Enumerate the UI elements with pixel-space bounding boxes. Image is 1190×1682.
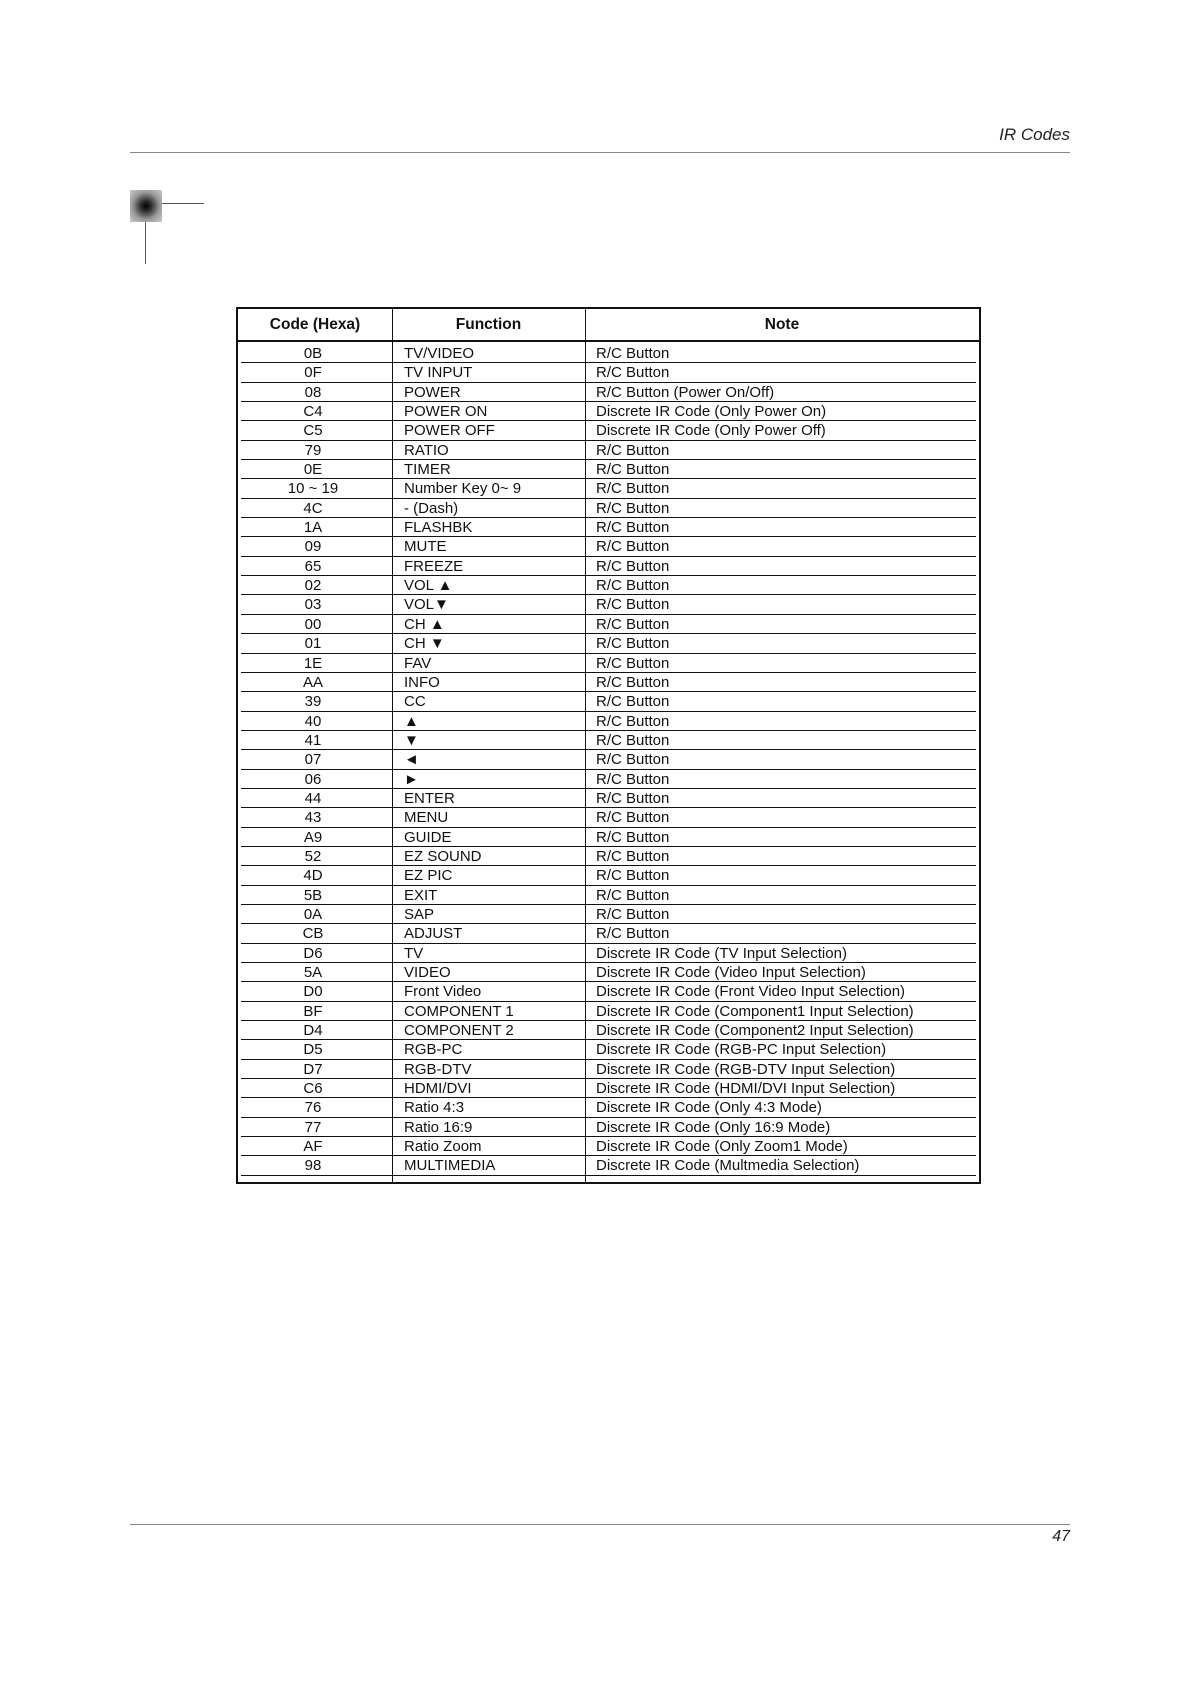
cell-function: TV xyxy=(404,944,424,962)
table-row xyxy=(238,363,979,382)
cell-note: R/C Button xyxy=(596,499,670,517)
cell-function: RGB-PC xyxy=(404,1041,463,1059)
table-body xyxy=(238,342,979,1182)
cell-function: EZ PIC xyxy=(404,867,453,885)
cell-function: EXIT xyxy=(404,886,438,904)
cell-note: R/C Button xyxy=(596,770,670,788)
cell-function: RATIO xyxy=(404,441,449,459)
cell-note: Discrete IR Code (Only Power On) xyxy=(596,403,827,421)
table-row xyxy=(238,712,979,731)
cell-function: Number Key 0~ 9 xyxy=(404,480,522,498)
cell-code: AF xyxy=(303,1138,323,1156)
table-row xyxy=(238,1040,979,1059)
cell-note: Discrete IR Code (Component1 Input Selection) xyxy=(596,1002,914,1020)
cell-function: MULTIMEDIA xyxy=(404,1157,496,1175)
table-row xyxy=(238,421,979,440)
table-row xyxy=(238,1021,979,1040)
cell-note: Discrete IR Code (Video Input Selection) xyxy=(596,964,866,981)
cell-note: R/C Button xyxy=(596,615,670,633)
cell-code: D6 xyxy=(303,944,323,962)
table-row xyxy=(238,828,979,847)
cell-code: 0E xyxy=(303,461,323,479)
table-row xyxy=(238,944,979,963)
cell-function: TV/VIDEO xyxy=(404,345,475,362)
cell-code: D5 xyxy=(303,1041,323,1059)
cell-code: 65 xyxy=(304,557,322,575)
cell-note: R/C Button xyxy=(596,828,670,846)
cell-note: R/C Button xyxy=(596,345,670,362)
table-row xyxy=(238,634,979,653)
table-row xyxy=(238,576,979,595)
cell-note: R/C Button xyxy=(596,654,670,672)
cell-code: 0B xyxy=(303,345,323,362)
cell-code: 08 xyxy=(304,383,322,401)
table-row xyxy=(238,383,979,402)
cell-code: 41 xyxy=(304,731,322,749)
cell-note: R/C Button xyxy=(596,751,670,769)
table-row xyxy=(238,615,979,634)
cell-note: R/C Button xyxy=(596,673,670,691)
cell-note: R/C Button xyxy=(596,441,670,459)
cell-code: 40 xyxy=(304,712,322,730)
cell-function: ► xyxy=(404,770,419,788)
cell-function: CH ▲ xyxy=(404,615,445,633)
table-row xyxy=(238,595,979,614)
table-row xyxy=(238,731,979,750)
cell-code: 43 xyxy=(304,809,322,827)
page-number: 47 xyxy=(1052,1528,1070,1545)
cell-function: Ratio 16:9 xyxy=(404,1118,473,1136)
cell-function: ENTER xyxy=(404,789,455,807)
cell-function: SAP xyxy=(404,905,435,923)
cell-note: R/C Button xyxy=(596,886,670,904)
cell-note: R/C Button xyxy=(596,596,670,614)
cell-code: 0F xyxy=(304,364,322,382)
cell-function: INFO xyxy=(404,673,440,691)
cell-note: R/C Button xyxy=(596,461,670,479)
cell-code: 98 xyxy=(304,1157,322,1175)
cell-code: C6 xyxy=(303,1080,323,1098)
cell-function: Ratio Zoom xyxy=(404,1138,482,1156)
cell-function: CH ▼ xyxy=(404,635,445,653)
cell-function: COMPONENT 1 xyxy=(404,1002,514,1020)
cell-code: 79 xyxy=(304,441,322,459)
cell-code: 03 xyxy=(304,596,322,614)
column-header-function: Function xyxy=(455,315,522,333)
cell-function: ◄ xyxy=(404,751,419,769)
table-row xyxy=(238,1098,979,1117)
section-marker-vline xyxy=(145,222,146,264)
table-row xyxy=(238,402,979,421)
cell-code: 5A xyxy=(303,964,323,981)
section-marker-hline xyxy=(162,203,204,204)
table-row xyxy=(238,808,979,827)
cell-note: R/C Button xyxy=(596,712,670,730)
cell-code: 5B xyxy=(303,886,323,904)
cell-note: R/C Button xyxy=(596,538,670,556)
cell-code: 00 xyxy=(304,615,322,633)
table-row xyxy=(238,770,979,789)
cell-code: 10 ~ 19 xyxy=(287,480,339,498)
cell-code: 39 xyxy=(304,693,322,711)
cell-note: Discrete IR Code (RGB-DTV Input Selection) xyxy=(596,1060,896,1078)
cell-function: CC xyxy=(404,693,426,711)
cell-function: Ratio 4:3 xyxy=(404,1099,465,1117)
cell-note: R/C Button xyxy=(596,364,670,382)
cell-code: 02 xyxy=(304,577,322,595)
header-rule xyxy=(130,152,1070,153)
cell-note: R/C Button xyxy=(596,789,670,807)
column-header-code: Code (Hexa) xyxy=(269,315,361,333)
cell-code: C5 xyxy=(303,422,323,440)
cell-function: POWER xyxy=(404,383,461,401)
cell-code: D7 xyxy=(303,1060,323,1078)
table-row xyxy=(238,789,979,808)
cell-note: Discrete IR Code (Component2 Input Selection) xyxy=(596,1022,914,1040)
table-row xyxy=(238,557,979,576)
cell-code: 01 xyxy=(304,635,322,653)
cell-function: POWER OFF xyxy=(404,422,495,440)
cell-function: FLASHBK xyxy=(404,519,473,537)
cell-function: RGB-DTV xyxy=(404,1060,472,1078)
table-row xyxy=(238,654,979,673)
table-header-row xyxy=(238,309,979,342)
cell-note: Discrete IR Code (TV Input Selection) xyxy=(596,944,847,962)
cell-note: R/C Button xyxy=(596,867,670,885)
cell-note: Discrete IR Code (Only Power Off) xyxy=(596,422,826,440)
cell-note: R/C Button xyxy=(596,480,670,498)
table-row xyxy=(238,460,979,479)
table-row xyxy=(238,518,979,537)
cell-function: ADJUST xyxy=(404,925,463,943)
table-row xyxy=(238,537,979,556)
table-row xyxy=(238,673,979,692)
cell-function: TIMER xyxy=(404,461,451,479)
cell-code: AA xyxy=(302,673,323,691)
cell-function: MUTE xyxy=(404,538,447,556)
cell-note: Discrete IR Code (RGB-PC Input Selection) xyxy=(596,1041,887,1059)
table-row xyxy=(238,1079,979,1098)
cell-note: R/C Button xyxy=(596,693,670,711)
cell-code: 77 xyxy=(304,1118,322,1136)
cell-note: Discrete IR Code (Only 4:3 Mode) xyxy=(596,1099,822,1117)
cell-note: R/C Button xyxy=(596,925,670,943)
cell-note: R/C Button xyxy=(596,519,670,537)
cell-code: D0 xyxy=(303,983,323,1001)
cell-function: ▼ xyxy=(404,731,419,749)
cell-code: A9 xyxy=(303,828,323,846)
table-row xyxy=(238,441,979,460)
cell-code: 44 xyxy=(304,789,322,807)
cell-function: GUIDE xyxy=(404,828,452,846)
table-row xyxy=(238,692,979,711)
table-row xyxy=(238,963,979,982)
cell-function: FREEZE xyxy=(404,557,464,575)
cell-note: R/C Button xyxy=(596,809,670,827)
cell-code: 0A xyxy=(303,905,323,923)
table-row xyxy=(238,1002,979,1021)
table-row xyxy=(238,344,979,363)
cell-code: 1E xyxy=(303,654,323,672)
cell-code: 52 xyxy=(304,847,322,865)
cell-function: POWER ON xyxy=(404,403,488,421)
table-row xyxy=(238,905,979,924)
cell-code: 76 xyxy=(304,1099,322,1117)
cell-function: TV INPUT xyxy=(404,364,473,382)
cell-note: Discrete IR Code (Front Video Input Selection) xyxy=(596,983,906,1001)
table-row xyxy=(238,499,979,518)
cell-code: CB xyxy=(302,925,324,943)
section-marker-icon xyxy=(130,190,162,222)
cell-function: VIDEO xyxy=(404,964,451,981)
cell-code: BF xyxy=(303,1002,323,1020)
cell-code: 4C xyxy=(303,499,323,517)
cell-function: MENU xyxy=(404,809,449,827)
cell-function: VOL ▲ xyxy=(404,577,453,595)
header-title: IR Codes xyxy=(999,125,1070,144)
table-row xyxy=(238,982,979,1001)
table-row xyxy=(238,1118,979,1137)
cell-function: VOL▼ xyxy=(404,596,449,614)
cell-code: 06 xyxy=(304,770,322,788)
cell-note: R/C Button (Power On/Off) xyxy=(596,383,775,401)
cell-function: Front Video xyxy=(404,983,482,1001)
cell-note: Discrete IR Code (Only 16:9 Mode) xyxy=(596,1118,831,1136)
cell-note: Discrete IR Code (Only Zoom1 Mode) xyxy=(596,1138,848,1156)
cell-note: R/C Button xyxy=(596,905,670,923)
table-row xyxy=(238,1137,979,1156)
cell-function: ▲ xyxy=(404,712,419,730)
cell-code: C4 xyxy=(303,403,323,421)
cell-function: COMPONENT 2 xyxy=(404,1022,514,1040)
cell-note: Discrete IR Code (Multmedia Selection) xyxy=(596,1157,860,1175)
cell-code: 07 xyxy=(304,751,322,769)
table-row xyxy=(238,479,979,498)
cell-code: 4D xyxy=(303,867,323,885)
table-row xyxy=(238,866,979,885)
cell-function: FAV xyxy=(404,654,432,672)
table-row xyxy=(238,847,979,866)
footer-rule xyxy=(130,1524,1070,1525)
table-row xyxy=(238,1060,979,1079)
cell-note: R/C Button xyxy=(596,635,670,653)
table-row xyxy=(238,1156,979,1175)
cell-code: 09 xyxy=(304,538,322,556)
table-row xyxy=(238,886,979,905)
cell-note: R/C Button xyxy=(596,847,670,865)
cell-function: HDMI/DVI xyxy=(404,1080,472,1098)
cell-note: R/C Button xyxy=(596,577,670,595)
cell-code: D4 xyxy=(303,1022,323,1040)
cell-function: - (Dash) xyxy=(404,499,459,517)
table-row xyxy=(238,924,979,943)
cell-note: R/C Button xyxy=(596,557,670,575)
column-header-note: Note xyxy=(764,315,800,333)
ir-code-table xyxy=(236,307,981,1184)
cell-function: EZ SOUND xyxy=(404,847,482,865)
cell-note: R/C Button xyxy=(596,731,670,749)
cell-code: 1A xyxy=(303,519,323,537)
cell-note: Discrete IR Code (HDMI/DVI Input Selection) xyxy=(596,1080,896,1098)
table-row xyxy=(238,750,979,769)
